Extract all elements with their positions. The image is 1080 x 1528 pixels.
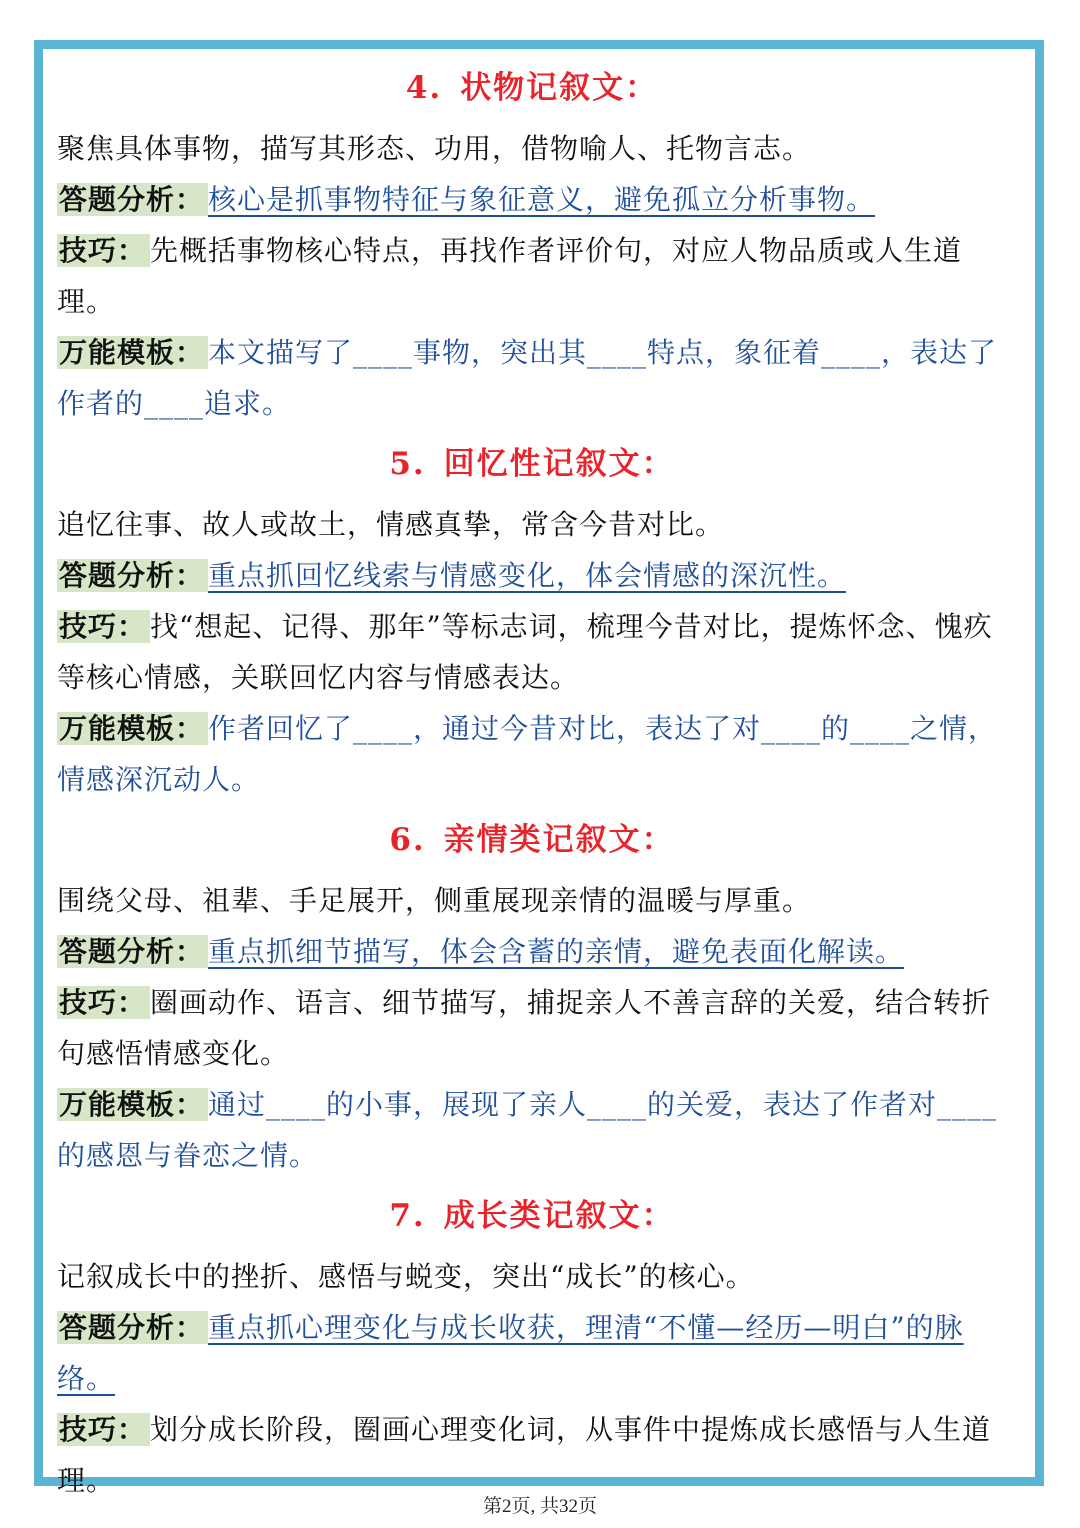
template-text: 作者回忆了____，通过今昔对比，表达了对____的____之情，情感深沉动人。 [57, 712, 998, 796]
section-title: 状物记叙文： [460, 70, 659, 106]
section-intro: 追忆往事、故人或故土，情感真挚，常含今昔对比。 [57, 508, 725, 541]
skill-text: 先概括事物核心特点，再找作者评价句，对应人物品质或人生道理。 [57, 234, 963, 318]
skill-label: 技巧： [57, 234, 150, 267]
analysis-text: 重点抓心理变化与成长收获，理清“不懂—经历—明白”的脉络。 [57, 1311, 964, 1395]
analysis-text: 核心是抓事物特征与象征意义，避免孤立分析事物。 [208, 183, 876, 216]
skill-text: 划分成长阶段，圈画心理变化词，从事件中提炼成长感悟与人生道理。 [57, 1413, 992, 1497]
analysis-label: 答题分析： [57, 1311, 208, 1344]
skill-text: 圈画动作、语言、细节描写，捕捉亲人不善言辞的关爱，结合转折句感悟情感变化。 [57, 986, 992, 1070]
analysis-text: 重点抓细节描写，体会含蓄的亲情，避免表面化解读。 [208, 935, 905, 968]
skill-line [57, 225, 1007, 327]
skill-line [57, 977, 1007, 1079]
template-line [57, 1079, 1007, 1181]
analysis-line [57, 550, 1007, 601]
analysis-label: 答题分析： [57, 559, 208, 592]
section-title: 回忆性记叙文： [443, 446, 675, 482]
analysis-line [57, 926, 1007, 977]
analysis-text: 重点抓回忆线索与情感变化，体会情感的深沉性。 [208, 559, 847, 592]
template-text: 通过____的小事，展现了亲人____的关爱，表达了作者对____的感恩与眷恋之情。 [57, 1088, 998, 1172]
section-number: 4. [405, 70, 443, 106]
skill-text: 找“想起、记得、那年”等标志词，梳理今昔对比，提炼怀念、愧疚等核心情感，关联回忆内容与情感表达。 [57, 610, 993, 694]
section-title: 成长类记叙文： [443, 1198, 675, 1234]
section-intro: 记叙成长中的挫折、感悟与蜕变，突出“成长”的核心。 [57, 1260, 755, 1293]
section-heading [57, 1181, 1007, 1251]
skill-line [57, 601, 1007, 703]
analysis-line [57, 174, 1007, 225]
section-title: 亲情类记叙文： [443, 822, 675, 858]
content [57, 53, 1007, 1506]
section-number: 7. [389, 1198, 426, 1234]
section-number: 6. [389, 822, 426, 858]
section-heading [57, 429, 1007, 499]
page-frame [34, 40, 1044, 1497]
section-heading [57, 53, 1007, 123]
template-line [57, 703, 1007, 805]
skill-label: 技巧： [57, 1413, 150, 1446]
analysis-label: 答题分析： [57, 935, 208, 968]
template-text: 本文描写了____事物，突出其____特点，象征着____，表达了作者的____追求。 [57, 336, 998, 420]
skill-label: 技巧： [57, 986, 150, 1019]
section-heading [57, 805, 1007, 875]
template-label: 万能模板： [57, 1088, 208, 1121]
skill-label: 技巧： [57, 610, 150, 643]
page-frame-inner [41, 47, 1037, 1497]
template-line [57, 327, 1007, 429]
section-intro: 聚焦具体事物，描写其形态、功用，借物喻人、托物言志。 [57, 132, 812, 165]
page-footer: 第2页, 共32页 [482, 1496, 597, 1517]
analysis-line [57, 1302, 1007, 1404]
section-intro: 围绕父母、祖辈、手足展开，侧重展现亲情的温暖与厚重。 [57, 884, 812, 917]
template-label: 万能模板： [57, 712, 208, 745]
section-number: 5. [389, 446, 426, 482]
analysis-label: 答题分析： [57, 183, 208, 216]
template-label: 万能模板： [57, 336, 208, 369]
